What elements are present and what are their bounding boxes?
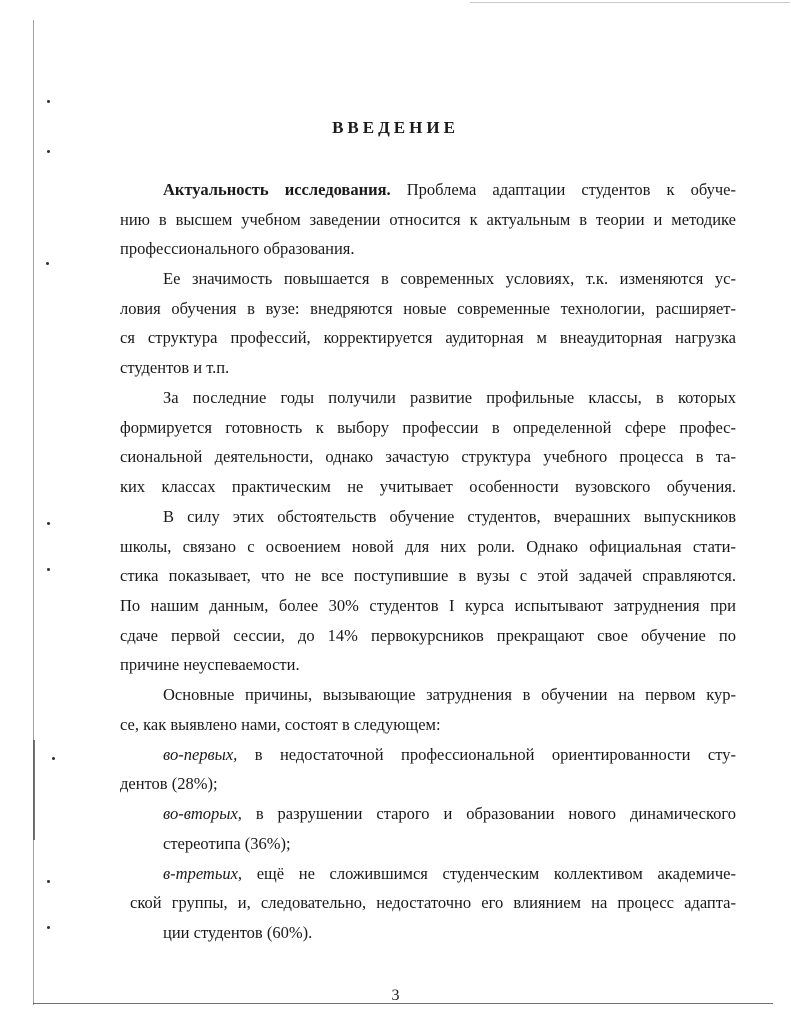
page-title: ВВЕДЕНИЕ xyxy=(332,118,459,137)
text-line: се, как выявлено нами, состоят в следующем: xyxy=(120,715,441,734)
text-line: сиональной деятельности, однако зачастую структура учебного процесса в та- xyxy=(120,447,736,466)
text-line: во-первых, в недостаточной профессиональной ориентированности сту- xyxy=(163,745,736,764)
text-line: Ее значимость повышается в современных условиях, т.к. изменяются ус- xyxy=(163,269,736,288)
text-line: нию в высшем учебном заведении относится к актуальным в теории и методике xyxy=(120,210,736,229)
list-marker: во-первых, xyxy=(163,745,238,764)
text-line: ской группы, и, следовательно, недостаточно его влиянием на процесс адапта- xyxy=(130,893,736,912)
list-marker: во-вторых, xyxy=(163,804,242,823)
scan-speck xyxy=(47,150,50,153)
scan-speck xyxy=(47,568,50,571)
scan-edge-left-dark xyxy=(33,740,35,840)
text-line: ких классах практическим не учитывает особенности вузовского обучения. xyxy=(120,477,736,496)
heading-lead: Актуальность исследования. xyxy=(163,180,391,199)
scan-speck xyxy=(46,262,49,265)
scan-speck xyxy=(52,757,55,760)
scan-speck xyxy=(47,926,50,929)
scan-speck xyxy=(47,100,50,103)
text-line: Основные причины, вызывающие затруднения в обучении на первом кур- xyxy=(163,685,736,704)
list-marker: в-третьих, xyxy=(163,864,243,883)
text-line: сдаче первой сессии, до 14% первокурсников прекращают свое обучение по xyxy=(120,626,736,645)
text-line: В силу этих обстоятельств обучение студентов, вчерашних выпускников xyxy=(163,507,736,526)
text-line: в-третьих, ещё не сложившимся студенческим коллективом академиче- xyxy=(163,864,736,883)
text-line: ции студентов (60%). xyxy=(163,923,313,942)
text-line: студентов и т.п. xyxy=(120,358,230,377)
text-line: дентов (28%); xyxy=(120,774,218,793)
scan-edge-top xyxy=(470,2,790,3)
scan-speck xyxy=(47,522,50,525)
text-line: За последние годы получили развитие профильные классы, в которых xyxy=(163,388,736,407)
text-line: По нашим данным, более 30% студентов I курса испытывают затруднения при xyxy=(120,596,736,615)
scan-edge-left xyxy=(33,20,34,1005)
text-line: причине неуспеваемости. xyxy=(120,655,300,674)
page-number: 3 xyxy=(391,987,400,1004)
scan-speck xyxy=(47,880,50,883)
text-line: ловия обучения в вузе: внедряются новые современные технологии, расширяет- xyxy=(120,299,736,318)
text-line: формируется готовность к выбору профессии в определенной сфере профес- xyxy=(120,418,736,437)
text-line: школы, связано с освоением новой для них роли. Однако официальная стати- xyxy=(120,537,736,556)
text-line: во-вторых, в разрушении старого и образовании нового динамического xyxy=(163,804,736,823)
text-line: профессионального образования. xyxy=(120,239,355,258)
text-line: стереотипа (36%); xyxy=(163,834,291,853)
text-line: ся структура профессий, корректируется аудиторная м внеаудиторная нагрузка xyxy=(120,328,736,347)
text-line: Актуальность исследования. Проблема адаптации студентов к обуче- xyxy=(163,180,737,199)
text-line: стика показывает, что не все поступившие в вузы с этой задачей справляются. xyxy=(120,566,736,585)
